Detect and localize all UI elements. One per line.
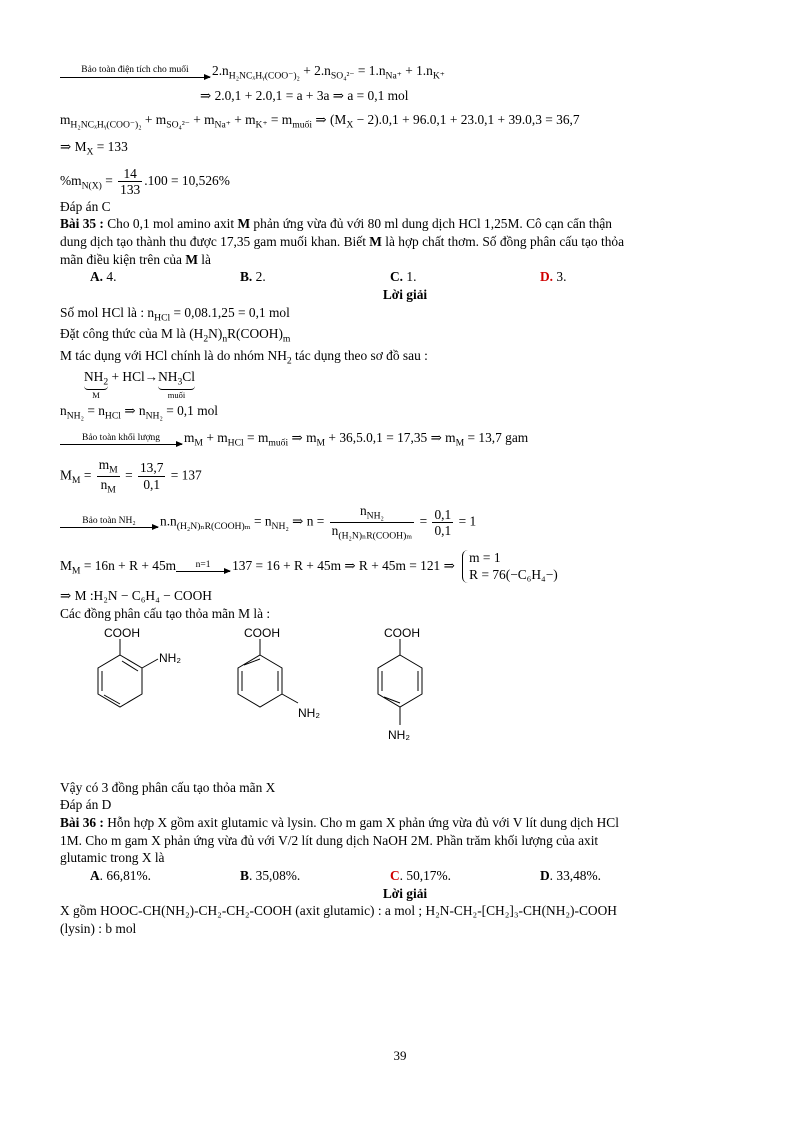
cooh-label: COOH <box>384 625 420 640</box>
document-body <box>60 62 750 938</box>
ortho-isomer <box>98 639 158 707</box>
answer-options <box>60 867 750 885</box>
option-c[interactable]: C. 50,17%. <box>390 868 451 884</box>
question-35: Bài 35 : Cho 0,1 mol amino axit M phản ứng vừa đủ với 80 ml dung dịch HCl 1,25M. Cô cạn cẩn thận dung dịch tạo thành thu được 17,35 gam muối khan. Biết M là hợp chất thơm. Số đồng phân cấu tạo thỏa mãn điều kiện trên của M là A. 4. B. 2. C. 1. D. 3. Lời giải Số mol HCl là : $n_{HCl} = 0,08.1,25 = 0,1$ mol Đặt công thức của M là $(H_2N)_nR(COOH)_m$ M tác dụng với HCl chính là do nhóm $NH_2$ tác dụng theo sơ đồ sau : $NH_2$ M + HCl→ $NH_3Cl$ muối $n_{NH_2} = n_{HCl}$ ⇒ $n_{NH_2} = 0,1$ mol Bảo toàn khối lượng $m_M + m_{HCl} = m_{muối}$ ⇒ $m_M + 36,5.0,1 = 17,35$ ⇒ $m_M = 13,7$ gam $M_M$ = $\frac{m_M}{n_M}$ = $\frac{13,7}{0,1}$ = 137 Bảo toàn NH₂ $n.n_{(H_2N)_nR(COOH)_m} = n_{NH_2}$ ⇒ n = $\frac{n_{NH_2}}{n_{(H_2N)_nR(COOH)_m}}$ = $\frac{0,1}{0,1}$ = 1 $M_M = 16n + R + 45m$ n=1 137 = 16 + R + 45m ⇒ R + 45m = 121 ⇒ m = 1 R = 76(−C₆H₄−) ⇒ M :H₂N − C₆H₄ − COOH Các đồng phân cấu tạo thỏa mãn M là : COOH NH₂ COOH NH₂ COOH NH₂ Vậy có 3 đồng phân cấu tạo thỏa mãn X Đáp án D <box>60 215 750 814</box>
percent-equation: $\%m_{N(X)}$ = $\frac{14}{133}$ .100 = 10,526% <box>60 165 230 198</box>
option-b[interactable]: B. 35,08%. <box>240 868 301 884</box>
option-d[interactable]: D. 33,48%. <box>540 868 601 884</box>
conservation-arrow: Bảo toàn điện tích cho muối <box>60 66 210 78</box>
equation-line: ⇒ 2.0,1 + 2.0,1 = a + 3a ⇒ a = 0,1 mol <box>200 88 409 104</box>
mass-balance-equation: $m_{H_2NC_xHᵧ(COO^-)_2} + m_{SO_4^{2-}} + m_{Na^+} + m_{K^+} = m_{muối}$ ⇒ $(M_X - 2).0,1 + 96.0,1 + 23.0,1 + 39.0,3 = 36,7$ <box>60 112 580 131</box>
isomer-structures <box>60 625 750 775</box>
solution-title: Lời giải <box>382 287 428 303</box>
nh2-label: NH₂ <box>388 727 410 742</box>
option-b[interactable]: B. 2. <box>240 269 266 285</box>
para-isomer <box>378 639 422 725</box>
option-a[interactable]: A. 66,81%. <box>90 868 151 884</box>
question-36: Bài 36 : Hỗn hợp X gồm axit glutamic và lysin. Cho m gam X phản ứng vừa đủ với V lít dung dịch HCl 1M. Cho m gam X phản ứng vừa đủ với V/2 lít dung dịch NaOH 2M. Phần trăm khối lượng của axit glutamic trong X là A. 66,81%. B. 35,08%. C. 50,17%. D. 33,48%. Lời giải X gồm HOOC-CH(NH₂)-CH₂-CH₂-COOH (axit glutamic) : a mol ; H₂N-CH₂-[CH₂]₃-CH(NH₂)-COOH (lysin) : b mol <box>60 814 750 938</box>
meta-isomer <box>238 639 298 707</box>
nh2-label: NH₂ <box>298 705 320 720</box>
nh2-label: NH₂ <box>159 650 181 665</box>
cooh-label: COOH <box>104 625 140 640</box>
cooh-label: COOH <box>244 625 280 640</box>
option-c[interactable]: C. 1. <box>390 269 417 285</box>
reaction-scheme: $NH_2$ M + HCl→ $NH_3Cl$ muối <box>84 368 195 401</box>
equation-line: ⇒ $M_X = 133$ <box>60 139 128 159</box>
answer-line: Đáp án C <box>60 198 111 214</box>
option-a[interactable]: A. 4. <box>90 269 117 285</box>
page-number: 39 <box>393 1048 407 1063</box>
option-d[interactable]: D. 3. <box>540 269 567 285</box>
solution-title: Lời giải <box>382 885 428 901</box>
answer-options <box>60 268 750 286</box>
benzene-isomers-diagram <box>60 625 480 775</box>
charge-balance-equation: Bảo toàn điện tích cho muối $2.n_{H_2NC_xHᵧ(COO^-)_2} + 2.n_{SO_4^{2-}} = 1.n_{Na^+} + 1.n_{K^+}$ <box>60 62 750 83</box>
